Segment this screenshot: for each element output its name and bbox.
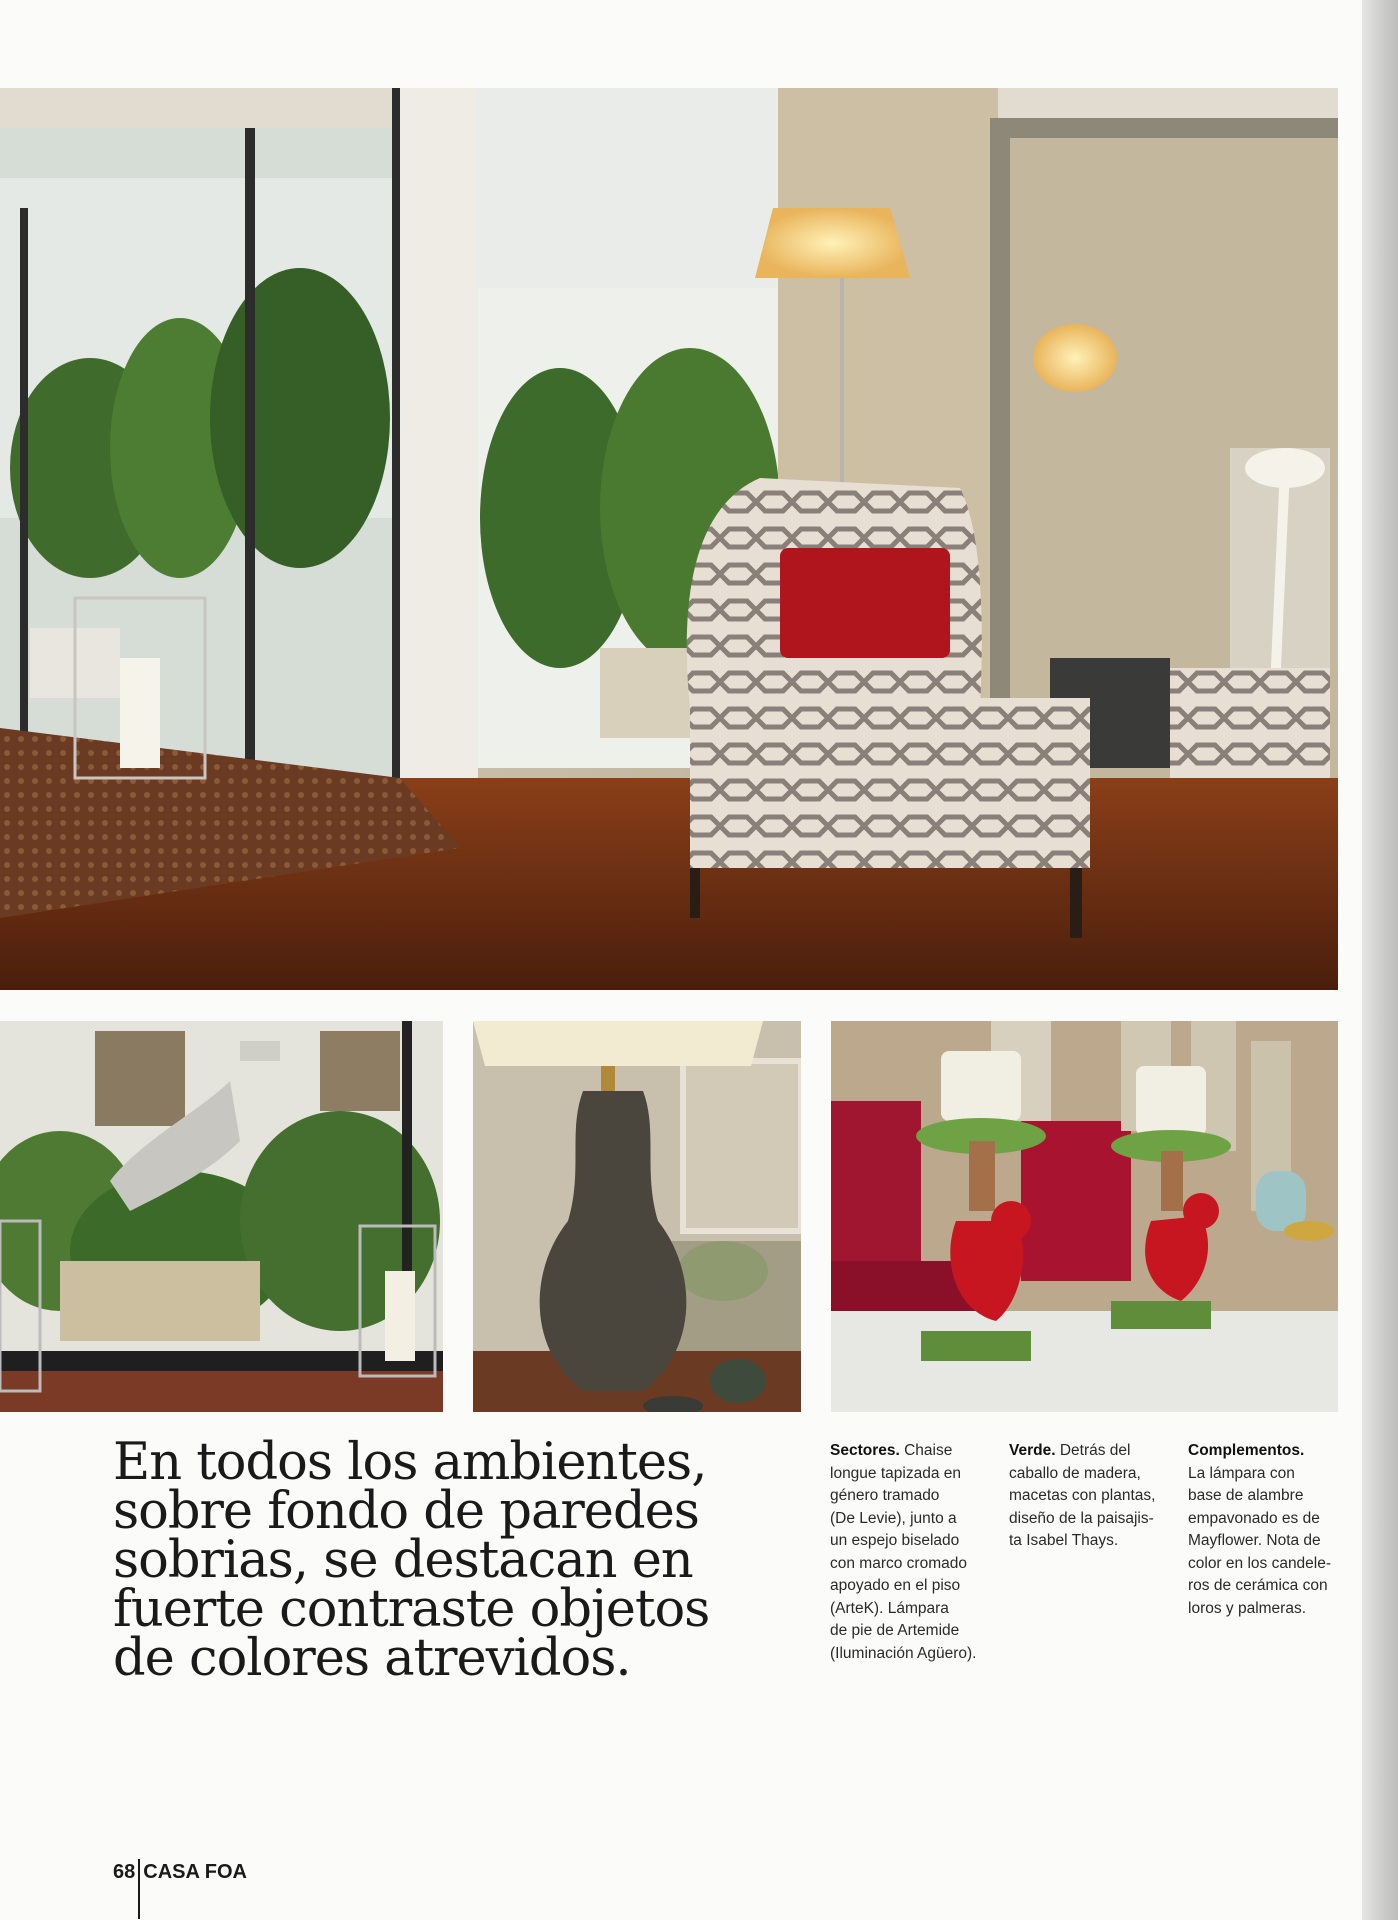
caption-line: caballo de madera, bbox=[1009, 1464, 1141, 1482]
page-number: 68 bbox=[113, 1860, 136, 1883]
photo-wooden-horse-balcony bbox=[0, 1021, 443, 1412]
caption-line: color en los candele- bbox=[1188, 1554, 1332, 1572]
caption-line: Mayflower. Nota de bbox=[1188, 1532, 1321, 1549]
caption-line: de pie de Artemide bbox=[830, 1622, 960, 1639]
page-binding-edge bbox=[1362, 0, 1398, 1920]
caption-line: base de alambre bbox=[1188, 1487, 1304, 1504]
main-photo-chaise-longue bbox=[0, 88, 1338, 990]
caption-line: La lámpara con bbox=[1188, 1464, 1295, 1482]
caption-text: Chaise bbox=[899, 1442, 953, 1459]
pull-quote-line: sobrias, se destacan en bbox=[113, 1531, 693, 1590]
caption-line: un espejo biselado bbox=[830, 1532, 960, 1549]
caption-line: ta Isabel Thays. bbox=[1009, 1532, 1119, 1549]
pull-quote-line: fuerte contraste objetos bbox=[113, 1580, 710, 1639]
caption-heading: Sectores. bbox=[830, 1442, 900, 1459]
caption-line: (ArteK). Lámpara bbox=[830, 1599, 949, 1617]
page-footer bbox=[113, 1857, 247, 1887]
caption-line bbox=[1188, 1440, 1348, 1463]
magazine-name: CASA FOA bbox=[143, 1860, 247, 1883]
caption-heading: Verde. bbox=[1009, 1442, 1056, 1459]
photo-parrot-candle-holders bbox=[831, 1021, 1338, 1412]
caption-line bbox=[1009, 1440, 1169, 1463]
pull-quote bbox=[113, 1433, 733, 1688]
pull-quote-line: En todos los ambientes, bbox=[113, 1433, 707, 1492]
caption-text: Detrás del bbox=[1055, 1442, 1131, 1459]
caption-line bbox=[830, 1440, 990, 1463]
caption-line: ros de cerámica con bbox=[1188, 1577, 1328, 1594]
caption-heading: Complementos. bbox=[1188, 1442, 1305, 1459]
caption-line: (Iluminación Agüero). bbox=[830, 1644, 977, 1662]
caption-line: con marco cromado bbox=[830, 1554, 967, 1572]
pull-quote-line: de colores atrevidos. bbox=[113, 1629, 631, 1688]
caption-line: apoyado en el piso bbox=[830, 1577, 961, 1594]
caption-line: loros y palmeras. bbox=[1188, 1599, 1307, 1617]
caption-line: (De Levie), junto a bbox=[830, 1509, 957, 1527]
caption-sectores bbox=[830, 1440, 990, 1665]
caption-line: macetas con plantas, bbox=[1009, 1487, 1156, 1504]
caption-line: longue tapizada en bbox=[830, 1464, 962, 1482]
caption-line: diseño de la paisajis- bbox=[1009, 1509, 1154, 1527]
photo-wire-lamp bbox=[473, 1021, 801, 1412]
caption-complementos bbox=[1188, 1440, 1348, 1620]
pull-quote-line: sobre fondo de paredes bbox=[113, 1482, 699, 1541]
caption-line: género tramado bbox=[830, 1487, 940, 1504]
footer-divider bbox=[138, 1859, 140, 1919]
caption-line: empavonado es de bbox=[1188, 1509, 1320, 1527]
caption-verde bbox=[1009, 1440, 1169, 1553]
